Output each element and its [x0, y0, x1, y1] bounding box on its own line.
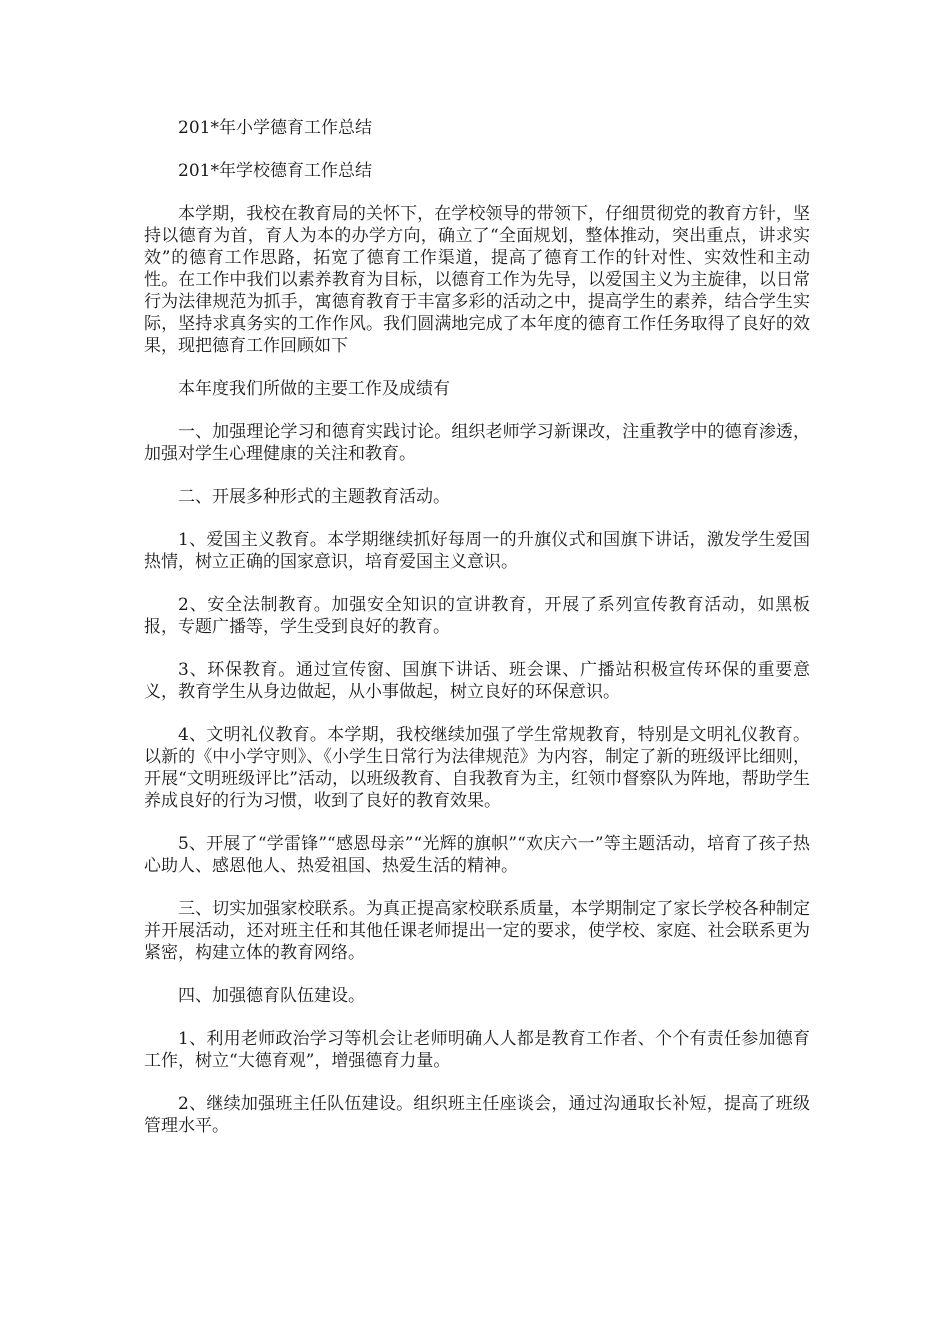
document-title: 201*年小学德育工作总结 [178, 118, 372, 138]
paragraph-section-1: 一、加强理论学习和德育实践讨论。组织老师学习新课改，注重教学中的德育渗透，加强对学生心理健康的关注和教育。 [144, 422, 810, 464]
paragraph-item-head-teachers: 2、继续加强班主任队伍建设。组织班主任座谈会，通过沟通取长补短，提高了班级管理水平。 [144, 1094, 810, 1136]
paragraph-section-2: 二、开展多种形式的主题教育活动。 [178, 487, 450, 507]
document-body [144, 117, 810, 1158]
paragraph-section-4: 四、加强德育队伍建设。 [178, 986, 365, 1006]
paragraph-item-safety: 2、安全法制教育。加强安全知识的宣讲教育，开展了系列宣传教育活动，如黑板报，专题广播等，学生受到良好的教育。 [144, 595, 810, 637]
paragraph-item-patriotism: 1、爱国主义教育。本学期继续抓好每周一的升旗仪式和国旗下讲话，激发学生爱国热情，树立正确的国家意识，培育爱国主义意识。 [144, 530, 810, 572]
document-subtitle: 201*年学校德育工作总结 [178, 161, 372, 181]
paragraph-item-teachers: 1、利用老师政治学习等机会让老师明确人人都是教育工作者、个个有责任参加德育工作，树立“大德育观”，增强德育力量。 [144, 1029, 810, 1071]
paragraph-item-activities: 5、开展了“学雷锋”“感恩母亲”“光辉的旗帜”“欢庆六一”等主题活动，培育了孩子热心助人、感恩他人、热爱祖国、热爱生活的精神。 [144, 834, 810, 876]
paragraph-section-3: 三、切实加强家校联系。为真正提高家校联系质量，本学期制定了家长学校各种制定并开展活动，还对班主任和其他任课老师提出一定的要求，使学校、家庭、社会联系更为紧密，构建立体的教育网络。 [144, 899, 810, 963]
paragraph-summary-heading: 本年度我们所做的主要工作及成绩有 [178, 379, 450, 399]
paragraph-intro: 本学期，我校在教育局的关怀下，在学校领导的带领下，仔细贯彻党的教育方针，坚持以德育为首，育人为本的办学方向，确立了“全面规划，整体推动，突出重点，讲求实效”的德育工作思路，拓宽了德育工作渠道，提高了德育工作的针对性、实效性和主动性。在工作中我们以素养教育为目标，以德育工作为先导，以爱国主义为主旋律，以日常行为法律规范为抓手，寓德育教育于丰富多彩的活动之中，提高学生的素养，结合学生实际，坚持求真务实的工作作风。我们圆满地完成了本年度的德育工作任务取得了良好的效果，现把德育工作回顾如下 [144, 204, 810, 356]
paragraph-item-environment: 3、环保教育。通过宣传窗、国旗下讲话、班会课、广播站积极宣传环保的重要意义，教育学生从身边做起，从小事做起，树立良好的环保意识。 [144, 660, 810, 702]
paragraph-item-etiquette: 4、文明礼仪教育。本学期，我校继续加强了学生常规教育，特别是文明礼仪教育。以新的《中小学守则》、《小学生日常行为法律规范》为内容，制定了新的班级评比细则，开展“文明班级评比”活动，以班级教育、自我教育为主，红领巾督察队为阵地，帮助学生养成良好的行为习惯，收到了良好的教育效果。 [144, 725, 810, 811]
